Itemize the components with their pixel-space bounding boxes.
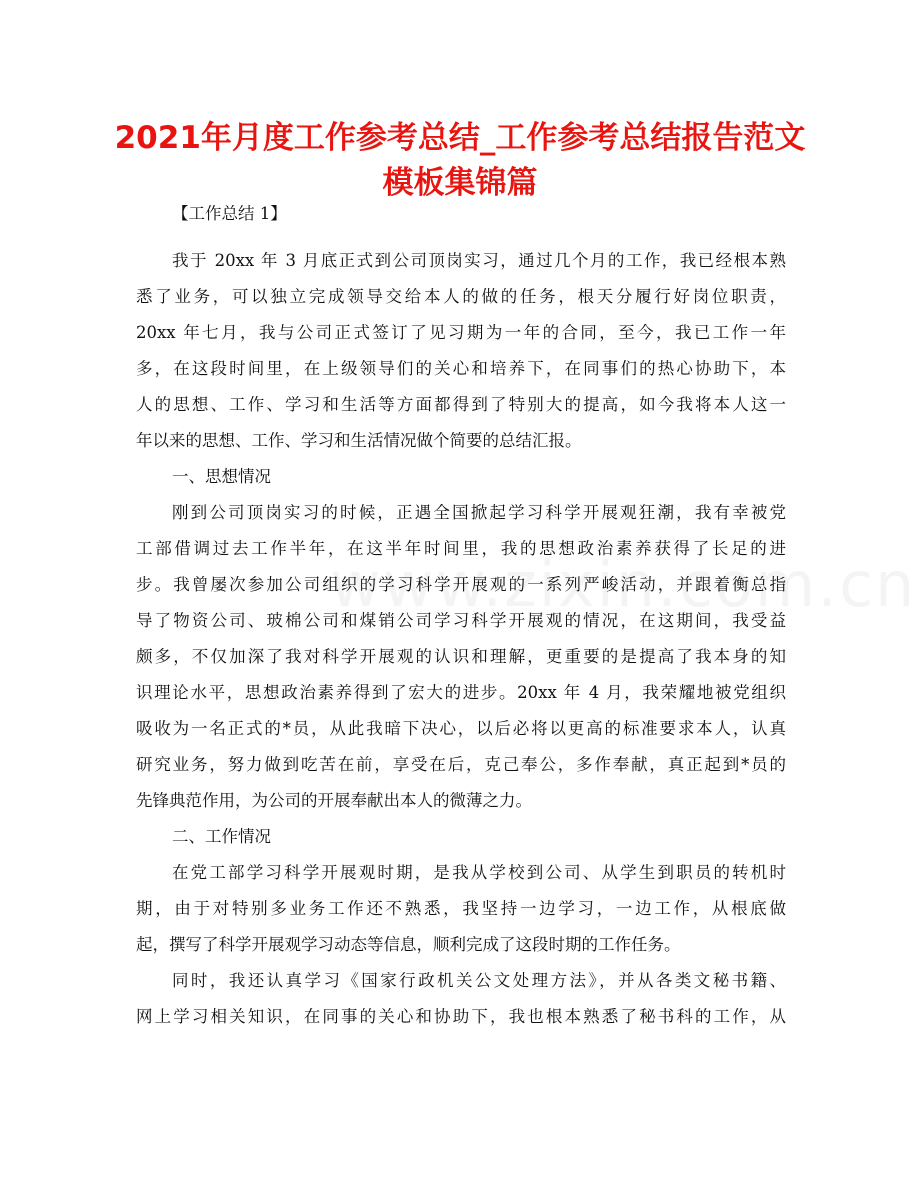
document-title-line-2: 模板集锦篇 (382, 165, 538, 201)
section-heading: 【工作总结 1】 (172, 204, 287, 223)
paragraph-line: 先锋典范作用，为公司的开展奉献出本人的微薄之力。 (136, 791, 532, 810)
paragraph-line: 工部借调过去工作半年，在这半年时间里，我的思想政治素养获得了长足的进 (136, 539, 786, 558)
paragraph-line: 悉了业务，可以独立完成领导交给本人的做的任务，根天分履行好岗位职责， (136, 287, 786, 306)
paragraph-line: 我于 20xx 年 3 月底正式到公司顶岗实习，通过几个月的工作，我已经根本熟 (172, 251, 786, 270)
paragraph-line: 识理论水平，思想政治素养得到了宏大的进步。20xx 年 4 月，我荣耀地被党组织 (136, 683, 786, 702)
paragraph-line: 吸收为一名正式的*员，从此我暗下决心，以后必将以更高的标准要求本人，认真 (136, 719, 786, 738)
paragraph-line: 起，撰写了科学开展观学习动态等信息，顺利完成了这段时期的工作任务。 (136, 935, 681, 954)
paragraph-line: 研究业务，努力做到吃苦在前，享受在后，克己奉公，多作奉献，真正起到*员的 (136, 755, 786, 774)
section-heading: 二、工作情况 (172, 827, 271, 846)
paragraph-line: 颇多，不仅加深了我对科学开展观的认识和理解，更重要的是提高了我本身的知 (136, 647, 786, 666)
paragraph-line: 网上学习相关知识，在同事的关心和协助下，我也根本熟悉了秘书科的工作，从 (136, 1007, 786, 1026)
paragraph-line: 多，在这段时间里，在上级领导们的关心和培养下，在同事们的热心协助下，本 (136, 359, 786, 378)
paragraph-line: 在党工部学习科学开展观时期，是我从学校到公司、从学生到职员的转机时 (172, 863, 786, 882)
paragraph-line: 导了物资公司、玻棉公司和煤销公司学习科学开展观的情况，在这期间，我受益 (136, 611, 786, 630)
paragraph-line: 人的思想、工作、学习和生活等方面都得到了特别大的提高，如今我将本人这一 (136, 395, 786, 414)
paragraph-line: 步。我曾屡次参加公司组织的学习科学开展观的一系列严峻活动，并跟着衡总指 (136, 575, 786, 594)
document-title-line-1: 2021年月度工作参考总结_工作参考总结报告范文 (114, 120, 806, 156)
paragraph-line: 期，由于对特别多业务工作还不熟悉，我坚持一边学习，一边工作，从根底做 (136, 899, 786, 918)
section-heading: 一、思想情况 (172, 467, 271, 486)
paragraph-line: 刚到公司顶岗实习的时候，正遇全国掀起学习科学开展观狂潮，我有幸被党 (172, 503, 786, 522)
paragraph-line: 20xx 年七月，我与公司正式签订了见习期为一年的合同，至今，我已工作一年 (136, 323, 786, 342)
paragraph-line: 同时，我还认真学习《国家行政机关公文处理方法》，并从各类文秘书籍、 (172, 971, 786, 990)
paragraph-line: 年以来的思想、工作、学习和生活情况做个简要的总结汇报。 (136, 431, 582, 450)
